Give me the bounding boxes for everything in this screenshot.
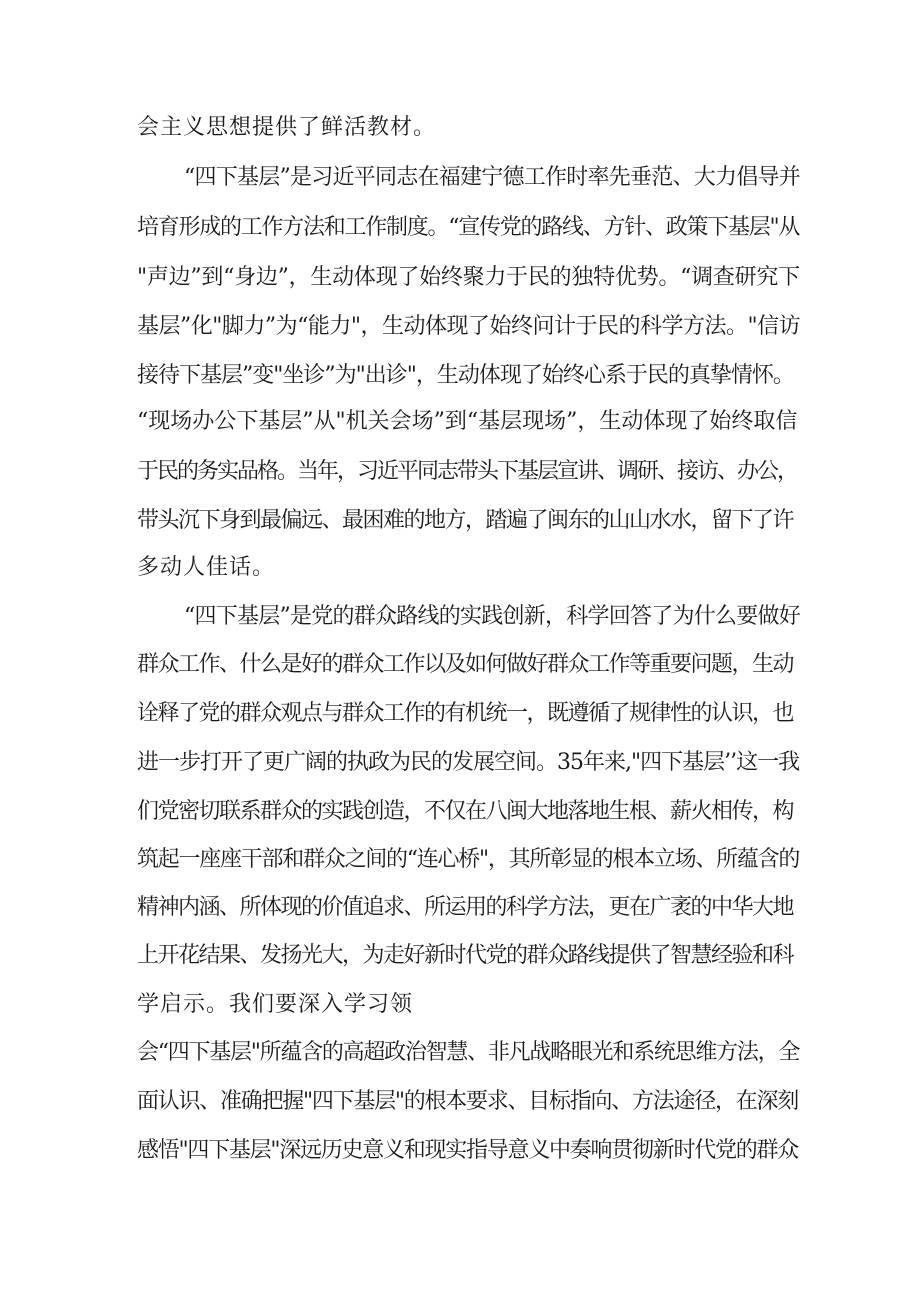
- text-line: 诠释了党的群众观点与群众工作的有机统一，既遵循了规律性的认识，也: [137, 701, 794, 726]
- text-line: 学启示。我们要深入学习领: [137, 992, 414, 1017]
- text-line: 接待下基层”变"坐诊”为"出诊"，生动体现了始终心系于民的真挚情怀。: [137, 363, 794, 388]
- text-line: 会主义思想提供了鲜活教材。: [137, 115, 437, 140]
- text-line: 感悟"四下基层"深远历史意义和现实指导意义中奏响贯彻新时代党的群众: [137, 1138, 798, 1163]
- text-line: 面认识、准确把握"四下基层"的根本要求、目标指向、方法途径，在深刻: [137, 1089, 798, 1114]
- text-line: 进一步打开了更广阔的执政为民的发展空间。35年来,"四下基层’’这一我: [137, 750, 800, 775]
- text-line: 精神内涵、所体现的价值追求、所运用的科学方法，更在广袤的中华大地: [137, 895, 794, 920]
- text-line: “现场办公下基层”从"机关会场”到“基层现场”，生动体现了始终取信: [137, 409, 798, 434]
- text-line: 于民的务实品格。当年，习近平同志带头下基层宣讲、调研、接访、办公，: [137, 459, 798, 484]
- paragraph-start-line: “四下基层”是习近平同志在福建宁德工作时率先垂范、大力倡导并: [184, 165, 800, 190]
- text-line: 多动人佳话。: [137, 555, 276, 580]
- text-line: "声边”到“身边”，生动体现了始终聚力于民的独特优势。“调查研究下: [137, 265, 800, 290]
- paragraph-start-line: “四下基层”是党的群众路线的实践创新，科学回答了为什么要做好: [184, 604, 800, 629]
- text-line: 们党密切联系群众的实践创造，不仅在八闽大地落地生根、薪火相传，构: [137, 799, 794, 824]
- text-line: 会“四下基层"所蕴含的高超政治智慧、非凡战略眼光和系统思维方法，全: [137, 1040, 800, 1065]
- text-line: 基层”化"脚力”为“能力"，生动体现了始终问计于民的科学方法。"信访: [137, 314, 801, 339]
- text-line: 培育形成的工作方法和工作制度。“宣传党的路线、方针、政策下基层"从: [137, 215, 800, 240]
- text-line: 群众工作、什么是好的群众工作以及如何做好群众工作等重要问题，生动: [137, 652, 794, 677]
- text-line: 上开花结果、发扬光大，为走好新时代党的群众路线提供了智慧经验和科: [137, 943, 794, 968]
- text-line: 筑起一座座干部和群众之间的“连心桥"，其所彰显的根本立场、所蕴含的: [137, 847, 800, 872]
- text-line: 带头沉下身到最偏远、最困难的地方，踏遍了闽东的山山水水，留下了许: [137, 508, 794, 533]
